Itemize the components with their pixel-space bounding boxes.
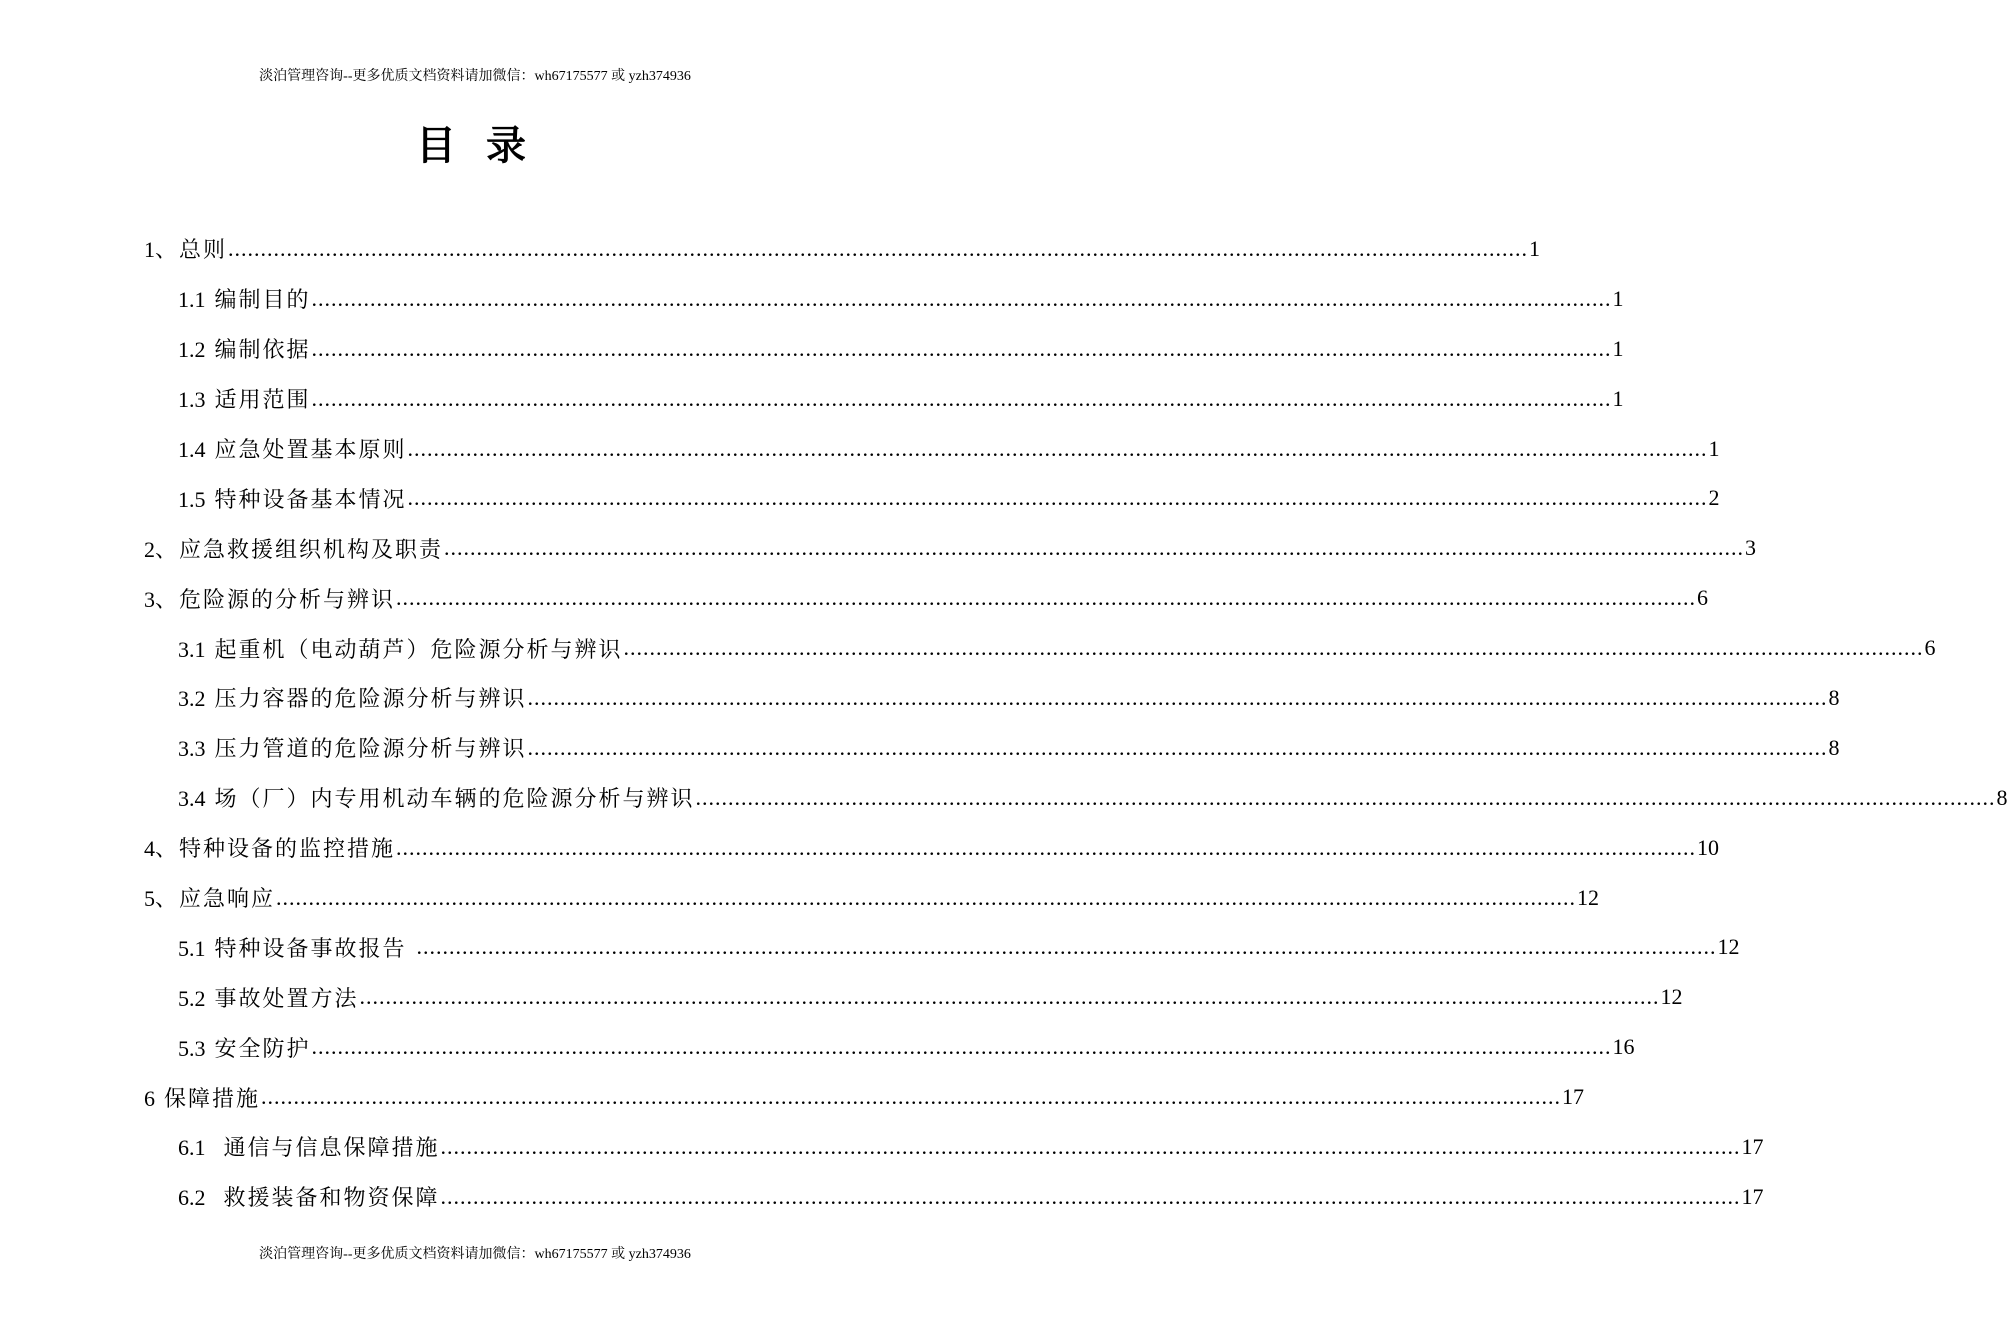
toc-page-number: 1 [1612, 285, 1624, 311]
toc-entry-title [178, 283, 311, 314]
toc-entry-number: 5.2 [178, 985, 206, 1011]
toc-entry[interactable] [0, 523, 1757, 573]
toc-entry[interactable] [0, 1022, 1635, 1072]
toc-entry-number: 6.2 [178, 1185, 206, 1211]
toc-entry-number: 6.1 [178, 1135, 206, 1161]
toc-page-number: 6 [1697, 585, 1709, 611]
toc-entry[interactable] [0, 473, 1720, 523]
toc-entry-label: 、应急响应 [155, 887, 276, 913]
toc-dot-leader: ........................................................................................................................................................................................................ [407, 485, 1708, 511]
toc-entry[interactable] [0, 324, 1624, 374]
toc-entry-label: 通信与信息保障措施 [205, 1136, 440, 1162]
toc-dot-leader: ........................................................................................................................................................................................................ [311, 335, 1612, 361]
toc-entry-number: 1.2 [178, 337, 206, 363]
toc-entry-title [178, 383, 311, 414]
toc-entry-title [144, 1082, 260, 1113]
toc-entry-number: 3 [144, 586, 155, 612]
toc-entry-label: 压力容器的危险源分析与辨识 [205, 687, 527, 713]
toc-entry-title [144, 583, 395, 614]
toc-entry-label: 、危险源的分析与辨识 [155, 587, 396, 613]
toc-dot-leader: ........................................................................................................................................................................................................ [228, 235, 1529, 261]
toc-dot-leader: ........................................................................................................................................................................................................ [311, 285, 1612, 311]
toc-entry[interactable] [0, 1172, 1764, 1222]
toc-dot-leader: ........................................................................................................................................................................................................ [311, 1034, 1612, 1060]
page-footer-note: 淡泊管理咨询--更多优质文档资料请加微信：wh67175577 或 yzh374936 [259, 1247, 691, 1262]
toc-dot-leader: ........................................................................................................................................................................................................ [276, 884, 1577, 910]
toc-entry-title [178, 1131, 440, 1162]
toc-entry-number: 3.1 [178, 636, 206, 662]
toc-entry-title [178, 333, 311, 364]
toc-dot-leader: ........................................................................................................................................................................................................ [695, 784, 1996, 810]
toc-entry-title [144, 533, 443, 564]
toc-entry[interactable] [0, 723, 1840, 773]
toc-page-number: 6 [1924, 635, 1936, 661]
toc-dot-leader: ........................................................................................................................................................................................................ [623, 635, 1924, 661]
toc-entry-label: 特种设备事故报告 [205, 936, 416, 962]
toc-entry-label: 、应急救援组织机构及职责 [155, 537, 444, 563]
toc-page-number: 8 [1828, 734, 1840, 760]
toc-entry-label: 编制目的 [205, 288, 311, 314]
toc-page-number: 17 [1562, 1084, 1584, 1110]
toc-dot-leader: ........................................................................................................................................................................................................ [407, 435, 1708, 461]
toc-entry-title [178, 483, 407, 514]
toc-entry-number: 1.1 [178, 287, 206, 313]
toc-page-number: 12 [1577, 884, 1600, 910]
toc-dot-leader: ........................................................................................................................................................................................................ [527, 684, 1828, 710]
toc-entry-number: 1.3 [178, 387, 206, 413]
toc-entry-title [144, 832, 395, 863]
toc-entry[interactable] [0, 573, 1709, 623]
toc-page-number: 10 [1697, 834, 1720, 860]
toc-entry[interactable] [0, 623, 1936, 673]
toc-entry-title [144, 233, 227, 264]
toc-dot-leader: ........................................................................................................................................................................................................ [359, 984, 1660, 1010]
toc-page-number: 17 [1741, 1133, 1764, 1159]
toc-entry-label: 适用范围 [205, 388, 311, 414]
toc-entry-number: 1.4 [178, 437, 206, 462]
toc-entry-number: 5.3 [178, 1035, 206, 1061]
toc-entry-title [178, 982, 359, 1013]
toc-entry-number: 5.1 [178, 935, 206, 961]
toc-entry[interactable] [0, 1122, 1764, 1172]
toc-entry-label: 场（厂）内专用机动车辆的危险源分析与辨识 [205, 787, 695, 813]
page-header-note: 淡泊管理咨询--更多优质文档资料请加微信：wh67175577 或 yzh374936 [259, 69, 691, 84]
table-of-contents [0, 224, 2008, 1222]
toc-dot-leader: ........................................................................................................................................................................................................ [444, 535, 1745, 561]
toc-dot-leader: ........................................................................................................................................................................................................ [527, 734, 1828, 760]
toc-entry[interactable] [0, 922, 1740, 972]
toc-entry[interactable] [0, 673, 1840, 723]
toc-entry[interactable] [0, 823, 1720, 873]
toc-dot-leader: ........................................................................................................................................................................................................ [396, 585, 1697, 611]
toc-entry[interactable] [0, 972, 1683, 1022]
toc-page-number: 1 [1612, 335, 1624, 361]
toc-entry-number: 2 [144, 536, 155, 562]
toc-entry[interactable] [0, 274, 1624, 324]
toc-entry-number: 1 [144, 237, 155, 263]
toc-entry-label: 应急处置基本原则 [205, 438, 407, 463]
toc-entry[interactable] [0, 773, 2008, 823]
toc-entry-title [178, 782, 695, 813]
toc-page-number: 17 [1741, 1183, 1764, 1209]
toc-entry-title [144, 882, 275, 913]
toc-entry[interactable] [0, 374, 1624, 424]
toc-entry-title [178, 682, 527, 713]
toc-dot-leader: ........................................................................................................................................................................................................ [440, 1183, 1741, 1209]
toc-entry-label: 压力管道的危险源分析与辨识 [205, 737, 527, 763]
toc-page-number: 1 [1612, 385, 1624, 411]
toc-dot-leader: ........................................................................................................................................................................................................ [261, 1084, 1561, 1110]
toc-entry-label: 事故处置方法 [205, 986, 359, 1012]
toc-page-number: 8 [1828, 684, 1840, 710]
toc-page-number: 1 [1529, 235, 1541, 261]
toc-entry-number: 3.3 [178, 736, 206, 762]
toc-entry-title [178, 1181, 440, 1212]
toc-entry-number: 3.4 [178, 786, 206, 812]
toc-entry-label: 救援装备和物资保障 [205, 1186, 440, 1212]
toc-entry[interactable] [0, 424, 1720, 474]
toc-entry-number: 6 [144, 1085, 155, 1111]
toc-page-number: 16 [1612, 1034, 1635, 1060]
toc-page-number: 8 [1996, 784, 2008, 810]
toc-dot-leader: ........................................................................................................................................................................................................ [416, 934, 1717, 960]
toc-entry[interactable] [0, 224, 1541, 274]
toc-entry-title [178, 732, 527, 763]
toc-entry-number: 4 [144, 836, 155, 862]
toc-entry-label: 保障措施 [155, 1086, 260, 1112]
page-title: 目 录 [416, 123, 534, 169]
toc-entry-number: 5 [144, 886, 155, 912]
toc-page-number: 2 [1708, 485, 1720, 511]
toc-entry[interactable] [0, 873, 1600, 923]
toc-page-number: 12 [1660, 984, 1683, 1010]
toc-entry-label: 起重机（电动葫芦）危险源分析与辨识 [205, 637, 623, 663]
toc-entry-title [178, 932, 416, 963]
toc-entry[interactable] [0, 1072, 1584, 1122]
toc-page-number: 3 [1745, 535, 1757, 561]
toc-entry-label: 、总则 [155, 238, 228, 264]
toc-entry-number: 1.5 [178, 486, 206, 512]
toc-dot-leader: ........................................................................................................................................................................................................ [396, 834, 1697, 860]
toc-entry-title [178, 433, 407, 464]
toc-page-number: 1 [1708, 435, 1720, 461]
toc-entry-label: 特种设备基本情况 [205, 487, 407, 513]
toc-page-number: 12 [1717, 934, 1740, 960]
toc-entry-number: 3.2 [178, 686, 206, 712]
toc-entry-title [178, 1032, 311, 1063]
toc-entry-label: 、特种设备的监控措施 [155, 837, 396, 863]
toc-dot-leader: ........................................................................................................................................................................................................ [311, 385, 1612, 411]
toc-entry-title [178, 633, 623, 664]
toc-entry-label: 安全防护 [205, 1036, 311, 1062]
toc-entry-label: 编制依据 [205, 338, 311, 364]
toc-dot-leader: ........................................................................................................................................................................................................ [440, 1133, 1741, 1159]
